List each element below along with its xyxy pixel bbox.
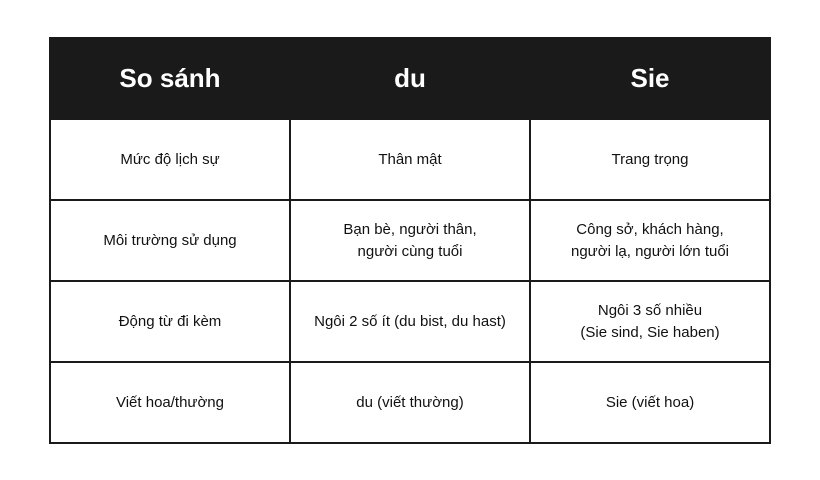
cell-text: Sie (viết hoa) <box>605 393 695 411</box>
header-du: du <box>290 38 530 119</box>
cell-text: Trang trọng <box>611 150 689 168</box>
cell-sie <box>530 119 770 200</box>
cell-du <box>290 362 530 443</box>
cell-text: Mức độ lịch sự <box>120 150 220 168</box>
cell-text: Thân mật <box>378 150 442 168</box>
cell-du <box>290 281 530 362</box>
cell-criterion <box>50 281 290 362</box>
cell-text: Môi trường sử dụng <box>103 231 237 249</box>
cell-text-line-1: Bạn bè, người thân, <box>343 220 477 238</box>
cell-text-line-1: Ngôi 3 số nhiều <box>597 301 703 319</box>
cell-text: du (viết thường) <box>356 393 464 411</box>
cell-text: Viết hoa/thường <box>115 393 224 411</box>
table-row <box>50 119 770 200</box>
cell-sie <box>530 281 770 362</box>
cell-text-line-1: Công sở, khách hàng, <box>576 220 724 238</box>
comparison-table <box>49 37 771 444</box>
table-row <box>50 281 770 362</box>
header-sie: Sie <box>530 38 770 119</box>
cell-criterion <box>50 200 290 281</box>
header-criterion: So sánh <box>50 38 290 119</box>
cell-du <box>290 119 530 200</box>
header-row <box>50 38 770 119</box>
cell-du <box>290 200 530 281</box>
cell-text-line-2: người lạ, người lớn tuổi <box>571 242 729 260</box>
cell-sie <box>530 362 770 443</box>
cell-text: Động từ đi kèm <box>118 312 222 330</box>
cell-text-line-2: (Sie sind, Sie haben) <box>580 323 720 341</box>
cell-criterion <box>50 119 290 200</box>
cell-sie <box>530 200 770 281</box>
cell-criterion <box>50 362 290 443</box>
table-row <box>50 362 770 443</box>
cell-text: Ngôi 2 số ít (du bist, du hast) <box>314 312 506 330</box>
cell-text-line-2: người cùng tuổi <box>357 242 463 260</box>
table-row <box>50 200 770 281</box>
